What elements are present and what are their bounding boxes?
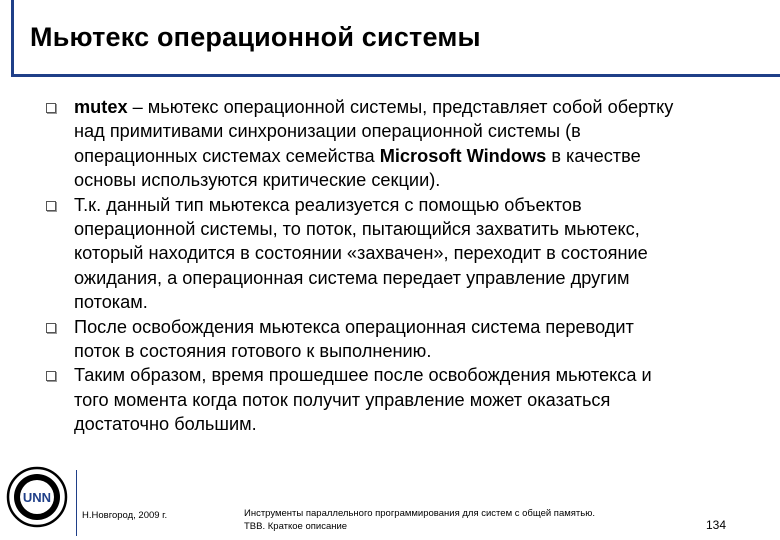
bullet-line (74, 266, 764, 290)
bullet-text: операционных системах семейства (74, 145, 380, 166)
footer-location-date: Н.Новгород, 2009 г. (82, 510, 168, 521)
slide-title: Мьютекс операционной системы (30, 22, 481, 52)
bullet-line (74, 339, 764, 363)
bullet-line (74, 119, 764, 143)
bullet-text: Таким образом, время прошедшее после освобождения мьютекса и (74, 365, 652, 386)
bullet-line (74, 217, 764, 241)
bold-term: mutex (74, 97, 128, 117)
footer-divider (76, 470, 77, 536)
footer-course-line-1: Инструменты параллельного программирования для систем с общей памятью. (244, 508, 595, 519)
bullet-item (44, 363, 764, 436)
page-number: 134 (706, 518, 727, 532)
bullet-item (44, 315, 764, 364)
bullet-line (74, 144, 764, 168)
bullet-text: Т.к. данный тип мьютекса реализуется с помощью объектов (74, 194, 582, 215)
bullet-text: После освобождения мьютекса операционная система переводит (74, 316, 634, 337)
bullet-text: достаточно большим. (74, 414, 257, 435)
logo-text: UNN (22, 490, 52, 505)
bullet-text: – мьютекс операционной системы, представляет собой обертку (127, 97, 674, 117)
bullet-square-icon (46, 371, 56, 381)
bullet-text: ожидания, а операционная система передает управление другим (74, 267, 630, 288)
bullet-item (44, 193, 764, 315)
bullet-line (74, 315, 764, 339)
bullet-text: потокам. (74, 292, 148, 313)
bullet-line (74, 95, 764, 119)
bullet-text: того момента когда поток получит управление может оказаться (74, 389, 611, 410)
bullet-line (74, 241, 764, 265)
title-accent-line-horizontal (11, 74, 780, 77)
bullet-item (44, 95, 764, 193)
bullet-line (74, 168, 764, 192)
bullet-text: поток в состояния готового к выполнению. (74, 341, 432, 362)
bullet-text: в качестве (546, 145, 641, 166)
bullet-line (74, 412, 764, 436)
bullet-text: операционной системы, то поток, пытающийся захватить мьютекс, (74, 219, 640, 240)
university-logo (6, 466, 68, 528)
bullet-line (74, 290, 764, 314)
bullet-square-icon (46, 323, 56, 333)
bold-term: Microsoft Windows (379, 145, 547, 166)
title-accent-line-vertical (11, 0, 14, 77)
footer-course-line-2: ТВВ. Краткое описание (244, 521, 348, 532)
bullet-square-icon (46, 201, 56, 211)
bullet-line (74, 193, 764, 217)
footer-course-title (244, 507, 595, 533)
bullet-square-icon (46, 103, 56, 113)
bullet-line (74, 363, 764, 387)
bullet-text: который находится в состоянии «захвачен», переходит в состояние (74, 243, 648, 264)
bullet-list (44, 95, 764, 437)
bullet-text: над примитивами синхронизации операционной системы (в (74, 121, 581, 142)
bullet-line (74, 388, 764, 412)
bullet-text: основы используются критические секции). (74, 170, 441, 191)
